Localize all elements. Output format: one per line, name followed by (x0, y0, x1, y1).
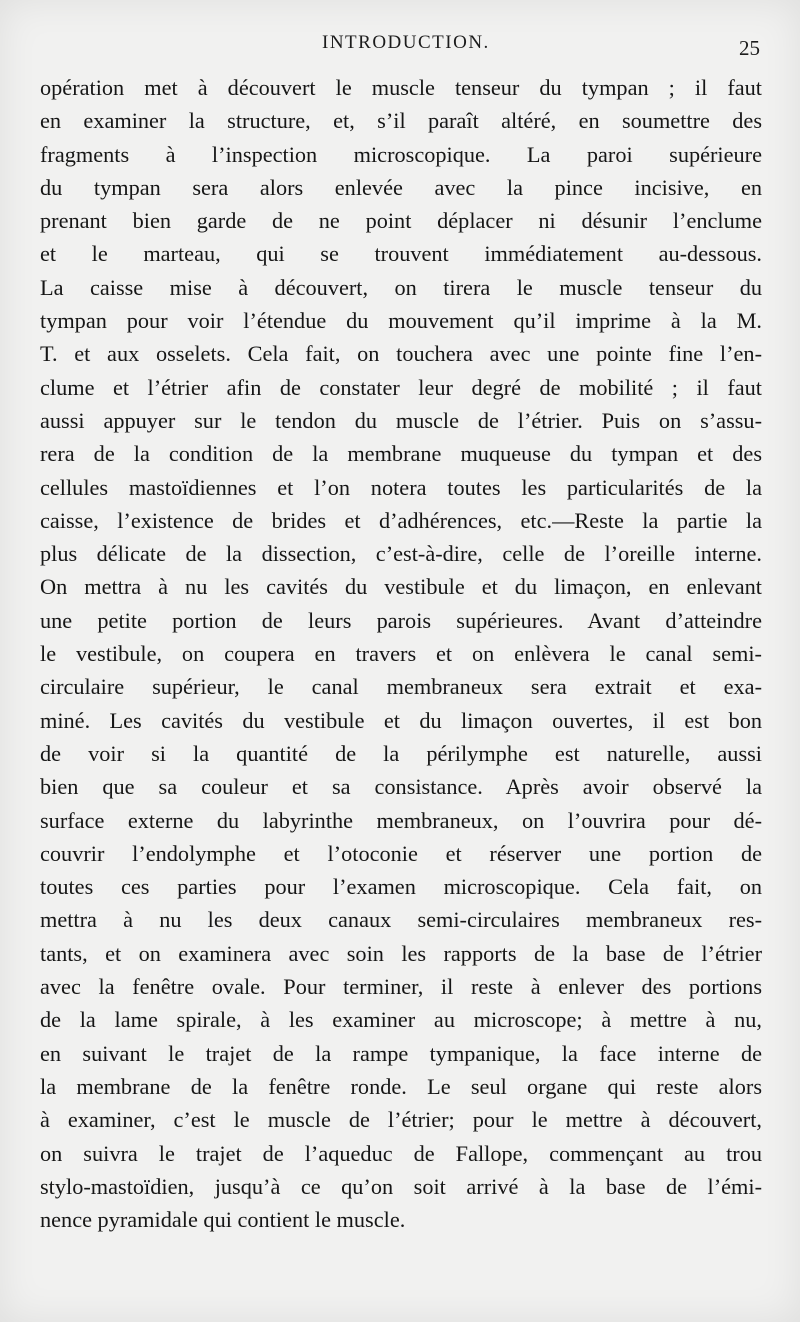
text-line: rera de la condition de la membrane muqueuse du tympan et des (40, 441, 762, 467)
text-line: stylo-mastoïdien, jusqu’à ce qu’on soit arrivé à la base de l’émi- (40, 1173, 762, 1199)
text-line: surface externe du labyrinthe membraneux, on l’ouvrira pour dé- (40, 807, 762, 833)
text-line: le vestibule, on coupera en travers et on enlèvera le canal semi- (40, 641, 762, 667)
text-line: de la lame spirale, à les examiner au microscope; à mettre à nu, (40, 1007, 762, 1033)
text-line: bien que sa couleur et sa consistance. Après avoir observé la (40, 774, 762, 800)
text-line: aussi appuyer sur le tendon du muscle de l’étrier. Puis on s’assu- (40, 407, 762, 433)
page-header (0, 32, 800, 62)
text-line: on suivra le trajet de l’aqueduc de Fallope, commençant au trou (40, 1140, 762, 1166)
text-line: fragments à l’inspection microscopique. La paroi supérieure (40, 141, 762, 167)
text-line: en suivant le trajet de la rampe tympanique, la face interne de (40, 1040, 762, 1066)
text-line: en examiner la structure, et, s’il paraît altéré, en soumettre des (40, 108, 762, 134)
running-head: INTRODUCTION. (322, 32, 490, 53)
text-line: La caisse mise à découvert, on tirera le muscle tenseur du (40, 274, 762, 300)
text-line: et le marteau, qui se trouvent immédiatement au-dessous. (40, 241, 762, 267)
text-line: caisse, l’existence de brides et d’adhérences, etc.—Reste la partie la (40, 507, 762, 533)
text-line: à examiner, c’est le muscle de l’étrier; pour le mettre à découvert, (40, 1107, 762, 1133)
text-line: clume et l’étrier afin de constater leur degré de mobilité ; il faut (40, 374, 762, 400)
text-line: T. et aux osselets. Cela fait, on touchera avec une pointe fine l’en- (40, 341, 762, 367)
text-line: On mettra à nu les cavités du vestibule et du limaçon, en enlevant (40, 574, 762, 600)
body-text (40, 71, 762, 1236)
text-line: plus délicate de la dissection, c’est-à-dire, celle de l’oreille interne. (40, 541, 762, 567)
page-number: 25 (739, 36, 760, 60)
text-line: du tympan sera alors enlevée avec la pince incisive, en (40, 174, 762, 200)
text-line: tympan pour voir l’étendue du mouvement qu’il imprime à la M. (40, 308, 762, 334)
text-line: opération met à découvert le muscle tenseur du tympan ; il faut (40, 75, 762, 100)
text-line: circulaire supérieur, le canal membraneux sera extrait et exa- (40, 674, 762, 700)
text-line: une petite portion de leurs parois supérieures. Avant d’atteindre (40, 607, 762, 633)
text-line: la membrane de la fenêtre ronde. Le seul organe qui reste alors (40, 1073, 762, 1099)
text-line: prenant bien garde de ne point déplacer ni désunir l’enclume (40, 208, 762, 234)
text-line: toutes ces parties pour l’examen microscopique. Cela fait, on (40, 874, 762, 900)
text-line: miné. Les cavités du vestibule et du limaçon ouvertes, il est bon (40, 707, 762, 733)
text-line-last: nence pyramidale qui contient le muscle. (40, 1207, 406, 1233)
text-line: cellules mastoïdiennes et l’on notera toutes les particularités de la (40, 474, 762, 500)
text-line: de voir si la quantité de la périlymphe est naturelle, aussi (40, 740, 762, 766)
text-line: tants, et on examinera avec soin les rapports de la base de l’étrier (40, 940, 762, 966)
text-line: couvrir l’endolymphe et l’otoconie et réserver une portion de (40, 840, 762, 866)
text-line: avec la fenêtre ovale. Pour terminer, il reste à enlever des portions (40, 974, 762, 1000)
text-line: mettra à nu les deux canaux semi-circulaires membraneux res- (40, 907, 762, 933)
